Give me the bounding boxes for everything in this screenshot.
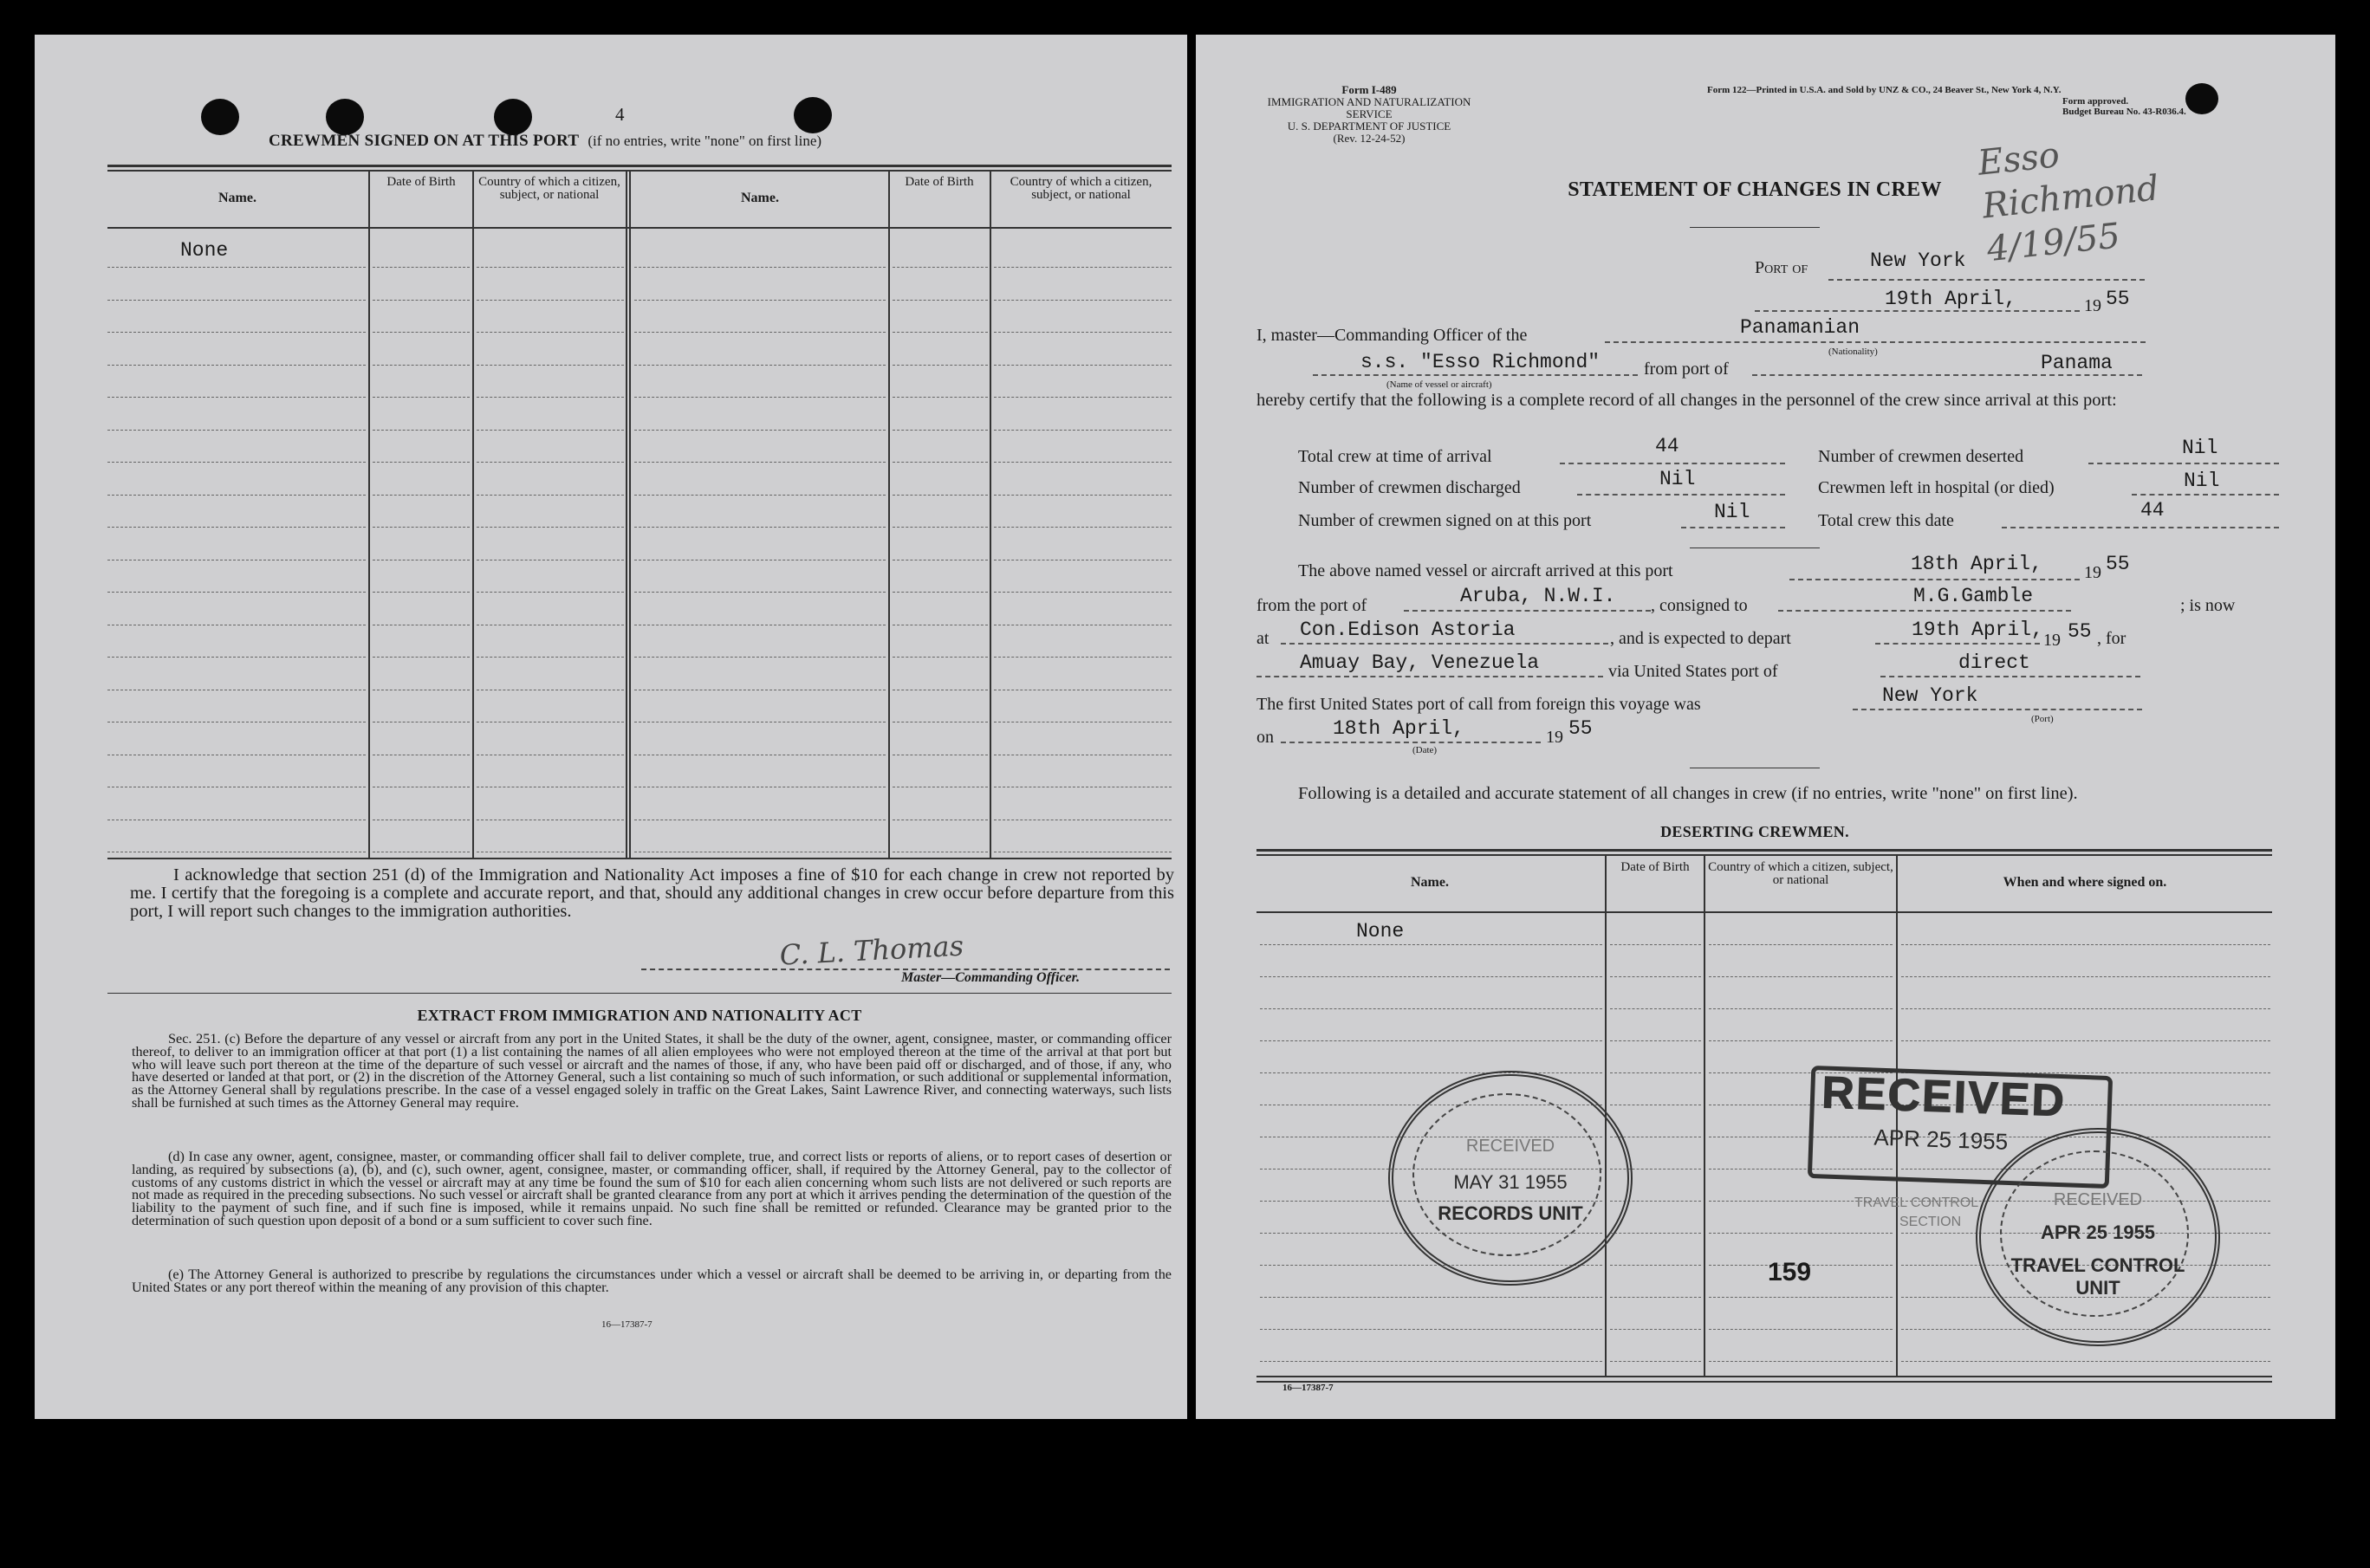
ruled-row [1260, 1329, 1602, 1330]
form-line [1681, 527, 1785, 528]
ruled-row [373, 495, 470, 496]
ruled-row [107, 592, 366, 593]
at-label: at [1256, 629, 1269, 648]
department-name: U. S. DEPARTMENT OF JUSTICE [1287, 120, 1451, 133]
ruled-row [634, 430, 886, 431]
punch-hole [494, 99, 532, 135]
via-label: via United States port of [1608, 662, 1778, 681]
ruled-row [893, 332, 988, 333]
stat-total-date-label: Total crew this date [1818, 511, 1954, 530]
first-port-label: The first United States port of call from foreign this voyage was [1256, 695, 1701, 714]
date-value: 19th April, [1885, 288, 2016, 310]
deserting-crewmen-title: DESERTING CREWMEN. [1660, 823, 1849, 840]
form-line [1404, 610, 1651, 612]
col-header-signed-on: When and where signed on. [2003, 875, 2167, 890]
ruled-row [893, 495, 988, 496]
extract-section-c: Sec. 251. (c) Before the departure of any vessel or aircraft from any port in the United States, it shall be the duty of the owner, agent, consignee, master, or commanding officer thereof, to deliver to an immigration officer at that port (1) a list containing the names of all alien employees who were not employed thereon at the time of the arrival at that port but who will leave such port thereon at the time of the departure of such vessel or aircraft and the names of those, if any, who have been paid off or discharged, and of those, if any, who have deserted or landed at that port, or (2) in the discretion of the Attorney General, such a list containing so much of such information, or such additional or supplemental information, as the Attorney General shall by regulations prescribe. In the case of a vessel engaged solely in traffic on the Great Lakes, Saint Lawrence River, and connecting waterways, such lists shall be furnished at such times as the Attorney General may require. [132, 1031, 1172, 1111]
form-line [1853, 709, 2142, 710]
ruled-row [634, 300, 886, 301]
port-caption: (Port) [2031, 714, 2054, 724]
left-page [35, 35, 1187, 1419]
table-header-border [107, 227, 1172, 229]
form-line [1560, 463, 1785, 464]
form-line [2002, 527, 2279, 528]
ruled-row [1901, 1008, 2270, 1009]
first-port-date: 18th April, [1333, 717, 1464, 740]
ruled-row [1709, 1361, 1893, 1362]
ruled-row [477, 300, 624, 301]
approval-line-1: Form approved. [2062, 96, 2129, 107]
ruled-row [634, 657, 886, 658]
ruled-row [477, 397, 624, 398]
col-header-country: Country of which a citizen, subject, or national [1708, 860, 1893, 887]
ruled-row [1709, 1297, 1893, 1298]
signature-caption: Master—Commanding Officer. [901, 970, 1080, 985]
date-caption: (Date) [1412, 745, 1438, 755]
stat-total-arrival-value: 44 [1655, 435, 1679, 457]
first-port-value: New York [1882, 684, 1978, 707]
stat-discharged-label: Number of crewmen discharged [1298, 478, 1521, 497]
depart-year: 55 [2068, 620, 2092, 643]
ruled-row [477, 430, 624, 431]
from-port-label: from port of [1644, 360, 1729, 379]
destination-value: Amuay Bay, Venezuela [1300, 651, 1540, 674]
certify-text: hereby certify that the following is a complete record of all changes in the personnel of the crew since arrival at this port: [1256, 391, 2117, 410]
received-box-sub1: TRAVEL CONTROL [1854, 1195, 1979, 1210]
divider [107, 993, 1172, 994]
col-divider [472, 171, 474, 858]
col-header-name: Name. [1411, 875, 1449, 890]
col-divider [626, 171, 627, 858]
col-header-dob: Date of Birth [386, 175, 456, 189]
at-value: Con.Edison Astoria [1300, 619, 1516, 641]
travel-control-stamp: RECEIVED APR 25 1955 TRAVEL CONTROL UNIT [1976, 1128, 2220, 1346]
acknowledgment-text: I acknowledge that section 251 (d) of the Immigration and Nationality Act imposes a fine of $10 for each change in crew not reported by me. I certify that the foregoing is a complete and accurate report, and that, should any additional changes in crew occur before departure from this port, I will report such changes to the immigration authorities. [130, 865, 1174, 921]
ruled-row [1709, 1008, 1893, 1009]
signature: C. L. Thomas [778, 929, 964, 972]
ruled-row [893, 592, 988, 593]
stat-hospital-value: Nil [2184, 470, 2220, 492]
ruled-row [373, 332, 470, 333]
ruled-row [107, 495, 366, 496]
ruled-row [1709, 976, 1893, 977]
col-header-country: Country of which a citizen, subject, or national [478, 175, 620, 202]
ruled-row [1260, 1297, 1602, 1298]
ruled-row [634, 397, 886, 398]
via-value: direct [1958, 651, 2030, 674]
ruled-row [893, 397, 988, 398]
ruled-row [994, 300, 1172, 301]
col-header-dob: Date of Birth [1620, 860, 1690, 874]
ruled-row [1610, 1361, 1701, 1362]
ruled-row [1610, 1329, 1701, 1330]
ruled-row [893, 267, 988, 268]
ruled-row [477, 495, 624, 496]
ruled-row [373, 300, 470, 301]
form-line [1281, 742, 1541, 743]
col-header-country: Country of which a citizen, subject, or national [1010, 175, 1153, 202]
ruled-row [477, 267, 624, 268]
ruled-row [107, 462, 366, 463]
form-line [1880, 676, 2140, 677]
ruled-row [107, 267, 366, 268]
ruled-row [1610, 944, 1701, 945]
stat-total-arrival-label: Total crew at time of arrival [1298, 447, 1492, 466]
ruled-row [994, 592, 1172, 593]
ruled-row [994, 462, 1172, 463]
ruled-row [1901, 1040, 2270, 1041]
ruled-row [373, 462, 470, 463]
form-line [2132, 494, 2279, 496]
ruled-row [373, 397, 470, 398]
form-line [1828, 279, 2145, 281]
table-top-border [1256, 849, 2272, 852]
is-now-label: ; is now [2180, 596, 2236, 615]
col-divider [1704, 855, 1705, 1376]
received-box-stamp: RECEIVED APR 25 1955 [1808, 1066, 2113, 1189]
ruled-row [373, 267, 470, 268]
form-line [1875, 643, 2040, 645]
ruled-row [373, 592, 470, 593]
ruled-row [1901, 976, 2270, 977]
revision-date: (Rev. 12-24-52) [1333, 132, 1406, 145]
printer-line: Form 122—Printed in U.S.A. and Sold by UNZ & CO., 24 Beaver St., New York 4, N.Y. [1707, 85, 2062, 95]
statement-title: STATEMENT OF CHANGES IN CREW [1568, 178, 1942, 201]
ruled-row [634, 495, 886, 496]
title-rule [1690, 227, 1820, 228]
ruled-row [373, 527, 470, 528]
nationality-caption: (Nationality) [1828, 347, 1878, 357]
form-line [1256, 676, 1603, 677]
form-line [1752, 374, 2142, 376]
ruled-row [994, 657, 1172, 658]
ruled-row [373, 365, 470, 366]
ruled-row [373, 657, 470, 658]
form-id: Form I-489 [1341, 83, 1397, 96]
ruled-row [994, 365, 1172, 366]
ruled-row [1610, 976, 1701, 977]
arrival-from-port: Aruba, N.W.I. [1460, 585, 1616, 607]
year-value: 55 [2106, 288, 2130, 310]
punch-hole [794, 97, 832, 133]
stat-hospital-label: Crewmen left in hospital (or died) [1818, 478, 2055, 497]
ruled-row [893, 462, 988, 463]
right-page: Form I-489 IMMIGRATION AND NATURALIZATION SERVICE U. S. DEPARTMENT OF JUSTICE (Rev. 12-24-52) Form 122—Printed in U.S.A. and Sold by UNZ & CO., 24 Beaver St., New York 4, N.Y. Form approved. Budget Bureau No. 43-R036.4. Esso Richmond 4/19/55 STATEMENT OF CHANGES IN CREW Port of New York 19th April, 19 55 I, master—Commanding Officer of the Panamanian (Nationality) s.s. "Esso Richmond" (Name of vessel or aircraft) from port of Panama hereby certify that the following is a complete record of all changes in the personnel of the crew since arrival at this port: Total crew at time of arrival 44 Number of crewmen discharged Nil Number of crewmen signed on at this port Nil Number of crewmen deserted Nil Crewmen left in hospital (or died) Nil Total crew this date 44 The above named vessel or aircraft arrived at this port 18th April, 19 55 from the port of Aruba, N.W.I. , consigned to M.G.Gamble ; is now at Con.Edison Astoria , and is expected to depart 19th April, 19 55 , for Amuay Bay, Venezuela via United States port of direct The first United States port of call from foreign this voyage was New York (Port) on 18th April, 19 55 (Date) Following is a detailed and accurate statement of all changes in crew (if no entries, write "none" on first line). DESERTING CREWMEN. Name. Date of Birth Country of which a citizen, subject, or national When and where signed on. None 159 16—17387-7 RECEIVED MAY 31 1955 RECORDS UNIT RECEIVED APR 25 1955 TRAVEL CONTROL SECTION RECEIVED APR 25 1955 TRAVEL CONTROL UNIT [1196, 35, 2335, 1419]
ruled-row [893, 657, 988, 658]
col-header-name: Name. [218, 191, 256, 205]
ruled-row [477, 462, 624, 463]
ruled-row [994, 495, 1172, 496]
left-first-entry: None [180, 239, 229, 262]
ruled-row [1610, 1072, 1701, 1073]
year-prefix: 19 [2084, 296, 2101, 315]
table-bottom-border [107, 858, 1172, 859]
punch-hole [2185, 83, 2218, 114]
form-line [1313, 374, 1638, 376]
ruled-row [477, 527, 624, 528]
depart-date: 19th April, [1912, 619, 2043, 641]
ruled-row [107, 527, 366, 528]
ruled-row [1901, 1361, 2270, 1362]
port-value: New York [1870, 249, 1966, 272]
stat-deserted-label: Number of crewmen deserted [1818, 447, 2024, 466]
ruled-row [1610, 1040, 1701, 1041]
number-mark: 159 [1768, 1258, 1812, 1286]
ruled-row [893, 300, 988, 301]
records-unit-stamp: RECEIVED MAY 31 1955 RECORDS UNIT [1388, 1071, 1633, 1286]
form-line [2088, 463, 2279, 464]
from-port-value: Panama [2041, 352, 2113, 374]
col-divider [888, 171, 890, 858]
ruled-row [1901, 944, 2270, 945]
ruled-row [1610, 1265, 1701, 1266]
col-divider [368, 171, 370, 858]
depart-label: , and is expected to depart [1610, 629, 1791, 648]
ruled-row [994, 397, 1172, 398]
arrived-label: The above named vessel or aircraft arrived at this port [1298, 561, 1673, 580]
extract-title: EXTRACT FROM IMMIGRATION AND NATIONALITY ACT [417, 1007, 862, 1024]
ruled-row [1260, 1072, 1602, 1073]
form-line [1755, 310, 2080, 312]
vessel-caption: (Name of vessel or aircraft) [1386, 379, 1492, 390]
ruled-row [1709, 1040, 1893, 1041]
ruled-row [107, 657, 366, 658]
form-header-block [1248, 84, 1490, 145]
from-port-of-label: from the port of [1256, 596, 1367, 615]
ruled-row [107, 397, 366, 398]
ruled-row [634, 332, 886, 333]
handwritten-note: Esso Richmond 4/19/55 [1976, 135, 2161, 270]
ruled-row [893, 527, 988, 528]
ruled-row [107, 365, 366, 366]
table-bottom-border [1256, 1381, 2272, 1383]
consigned-label: , consigned to [1651, 596, 1748, 615]
received-box-sub2: SECTION [1899, 1215, 1962, 1229]
port-label: Port of [1755, 258, 1808, 277]
table-top-border [1256, 854, 2272, 856]
ruled-row [107, 300, 366, 301]
ruled-row [107, 332, 366, 333]
ruled-row [107, 430, 366, 431]
ruled-row [477, 592, 624, 593]
approval-block [2062, 96, 2186, 117]
ruled-row [1610, 1233, 1701, 1234]
ruled-row [994, 430, 1172, 431]
ruled-row [634, 267, 886, 268]
ruled-row [1610, 1008, 1701, 1009]
form-line [1778, 610, 2071, 612]
on-label: on [1256, 728, 1274, 747]
following-text: Following is a detailed and accurate statement of all changes in crew (if no entries, write "none" on first line). [1298, 784, 2078, 803]
form-code: 16—17387-7 [601, 1319, 653, 1330]
ruled-row [1260, 1008, 1602, 1009]
consigned-value: M.G.Gamble [1913, 585, 2034, 607]
form-line [1789, 579, 2080, 580]
ruled-row [477, 365, 624, 366]
ruled-row [634, 462, 886, 463]
arrived-date: 18th April, [1911, 553, 2042, 575]
stat-signed-on-label: Number of crewmen signed on at this port [1298, 511, 1592, 530]
punch-hole [326, 99, 364, 135]
ruled-row [634, 592, 886, 593]
ruled-row [1709, 1329, 1893, 1330]
approval-line-2: Budget Bureau No. 43-R036.4. [2062, 107, 2186, 117]
ruled-row [634, 527, 886, 528]
form-line [1281, 643, 1608, 645]
left-title-note: (if no entries, write "none" on first line) [588, 133, 822, 149]
ruled-row [1709, 1233, 1893, 1234]
ruled-row [994, 267, 1172, 268]
ruled-row [1610, 1297, 1701, 1298]
stat-total-date-value: 44 [2140, 499, 2165, 522]
ruled-row [994, 332, 1172, 333]
extract-section-e: (e) The Attorney General is authorized to prescribe by regulations the circumstances under which a vessel or aircraft shall be deemed to be arriving in, or departing from the United States or any port thereof within the meaning of any provision of this chapter. [132, 1267, 1172, 1295]
page-number: 4 [615, 104, 625, 125]
nationality-value: Panamanian [1740, 316, 1860, 339]
col-divider [990, 171, 991, 858]
for-label: , for [2097, 629, 2127, 648]
form-line [1577, 494, 1785, 496]
ruled-row [1260, 944, 1602, 945]
ruled-row [893, 430, 988, 431]
table-top-border [107, 165, 1172, 167]
ruled-row [1260, 976, 1602, 977]
ruled-row [1709, 944, 1893, 945]
col-header-dob: Date of Birth [905, 175, 974, 189]
left-title-row [269, 132, 821, 151]
vessel-value: s.s. "Esso Richmond" [1360, 351, 1601, 373]
ruled-row [1260, 1040, 1602, 1041]
first-port-year: 55 [1568, 717, 1593, 740]
ruled-row [477, 657, 624, 658]
arrived-year: 55 [2106, 553, 2130, 575]
col-header-name: Name. [741, 191, 779, 205]
col-divider [629, 171, 631, 858]
stat-discharged-value: Nil [1659, 468, 1696, 490]
table-header-border [1256, 911, 2272, 913]
table-bottom-border [1256, 1376, 2272, 1377]
ruled-row [1260, 1361, 1602, 1362]
table-top-border [107, 170, 1172, 172]
stat-signed-on-value: Nil [1714, 501, 1750, 523]
ruled-row [373, 430, 470, 431]
form-code: 16—17387-7 [1282, 1383, 1334, 1393]
stat-deserted-value: Nil [2182, 437, 2218, 459]
form-line [1605, 341, 2146, 343]
ruled-row [634, 365, 886, 366]
master-label: I, master—Commanding Officer of the [1256, 326, 1528, 345]
ruled-row [994, 527, 1172, 528]
extract-section-d: (d) In case any owner, agent, consignee, master, or commanding officer shall fail to deliver complete, true, and correct lists or reports of aliens, or to report cases of desertion or landing, as required by subsections (a), (b), and (c), such owner, agent, consignee, master, or commanding officer, shall, if required by the Attorney General, pay to the collector of customs of any customs district in which the vessel or aircraft may at any time be found the sum of $10 for each alien concerning whom such lists are not delivered or such reports are not made as required in the preceding subsections. No such vessel or aircraft shall be granted clearance from any port at which it arrives pending the determination of the question of the liability to the payment of such fine, and if such fine is imposed, while it remains unpaid. No such fine shall be remitted or refunded. Clearance may be granted prior to the determination of such question upon deposit of a bond or a sum sufficient to cover such fine. [132, 1149, 1172, 1228]
ruled-row [893, 365, 988, 366]
right-first-entry: None [1356, 920, 1405, 943]
ruled-row [477, 332, 624, 333]
left-page-title: CREWMEN SIGNED ON AT THIS PORT [269, 132, 580, 150]
punch-hole [201, 99, 239, 135]
agency-name: IMMIGRATION AND NATURALIZATION SERVICE [1267, 95, 1471, 120]
